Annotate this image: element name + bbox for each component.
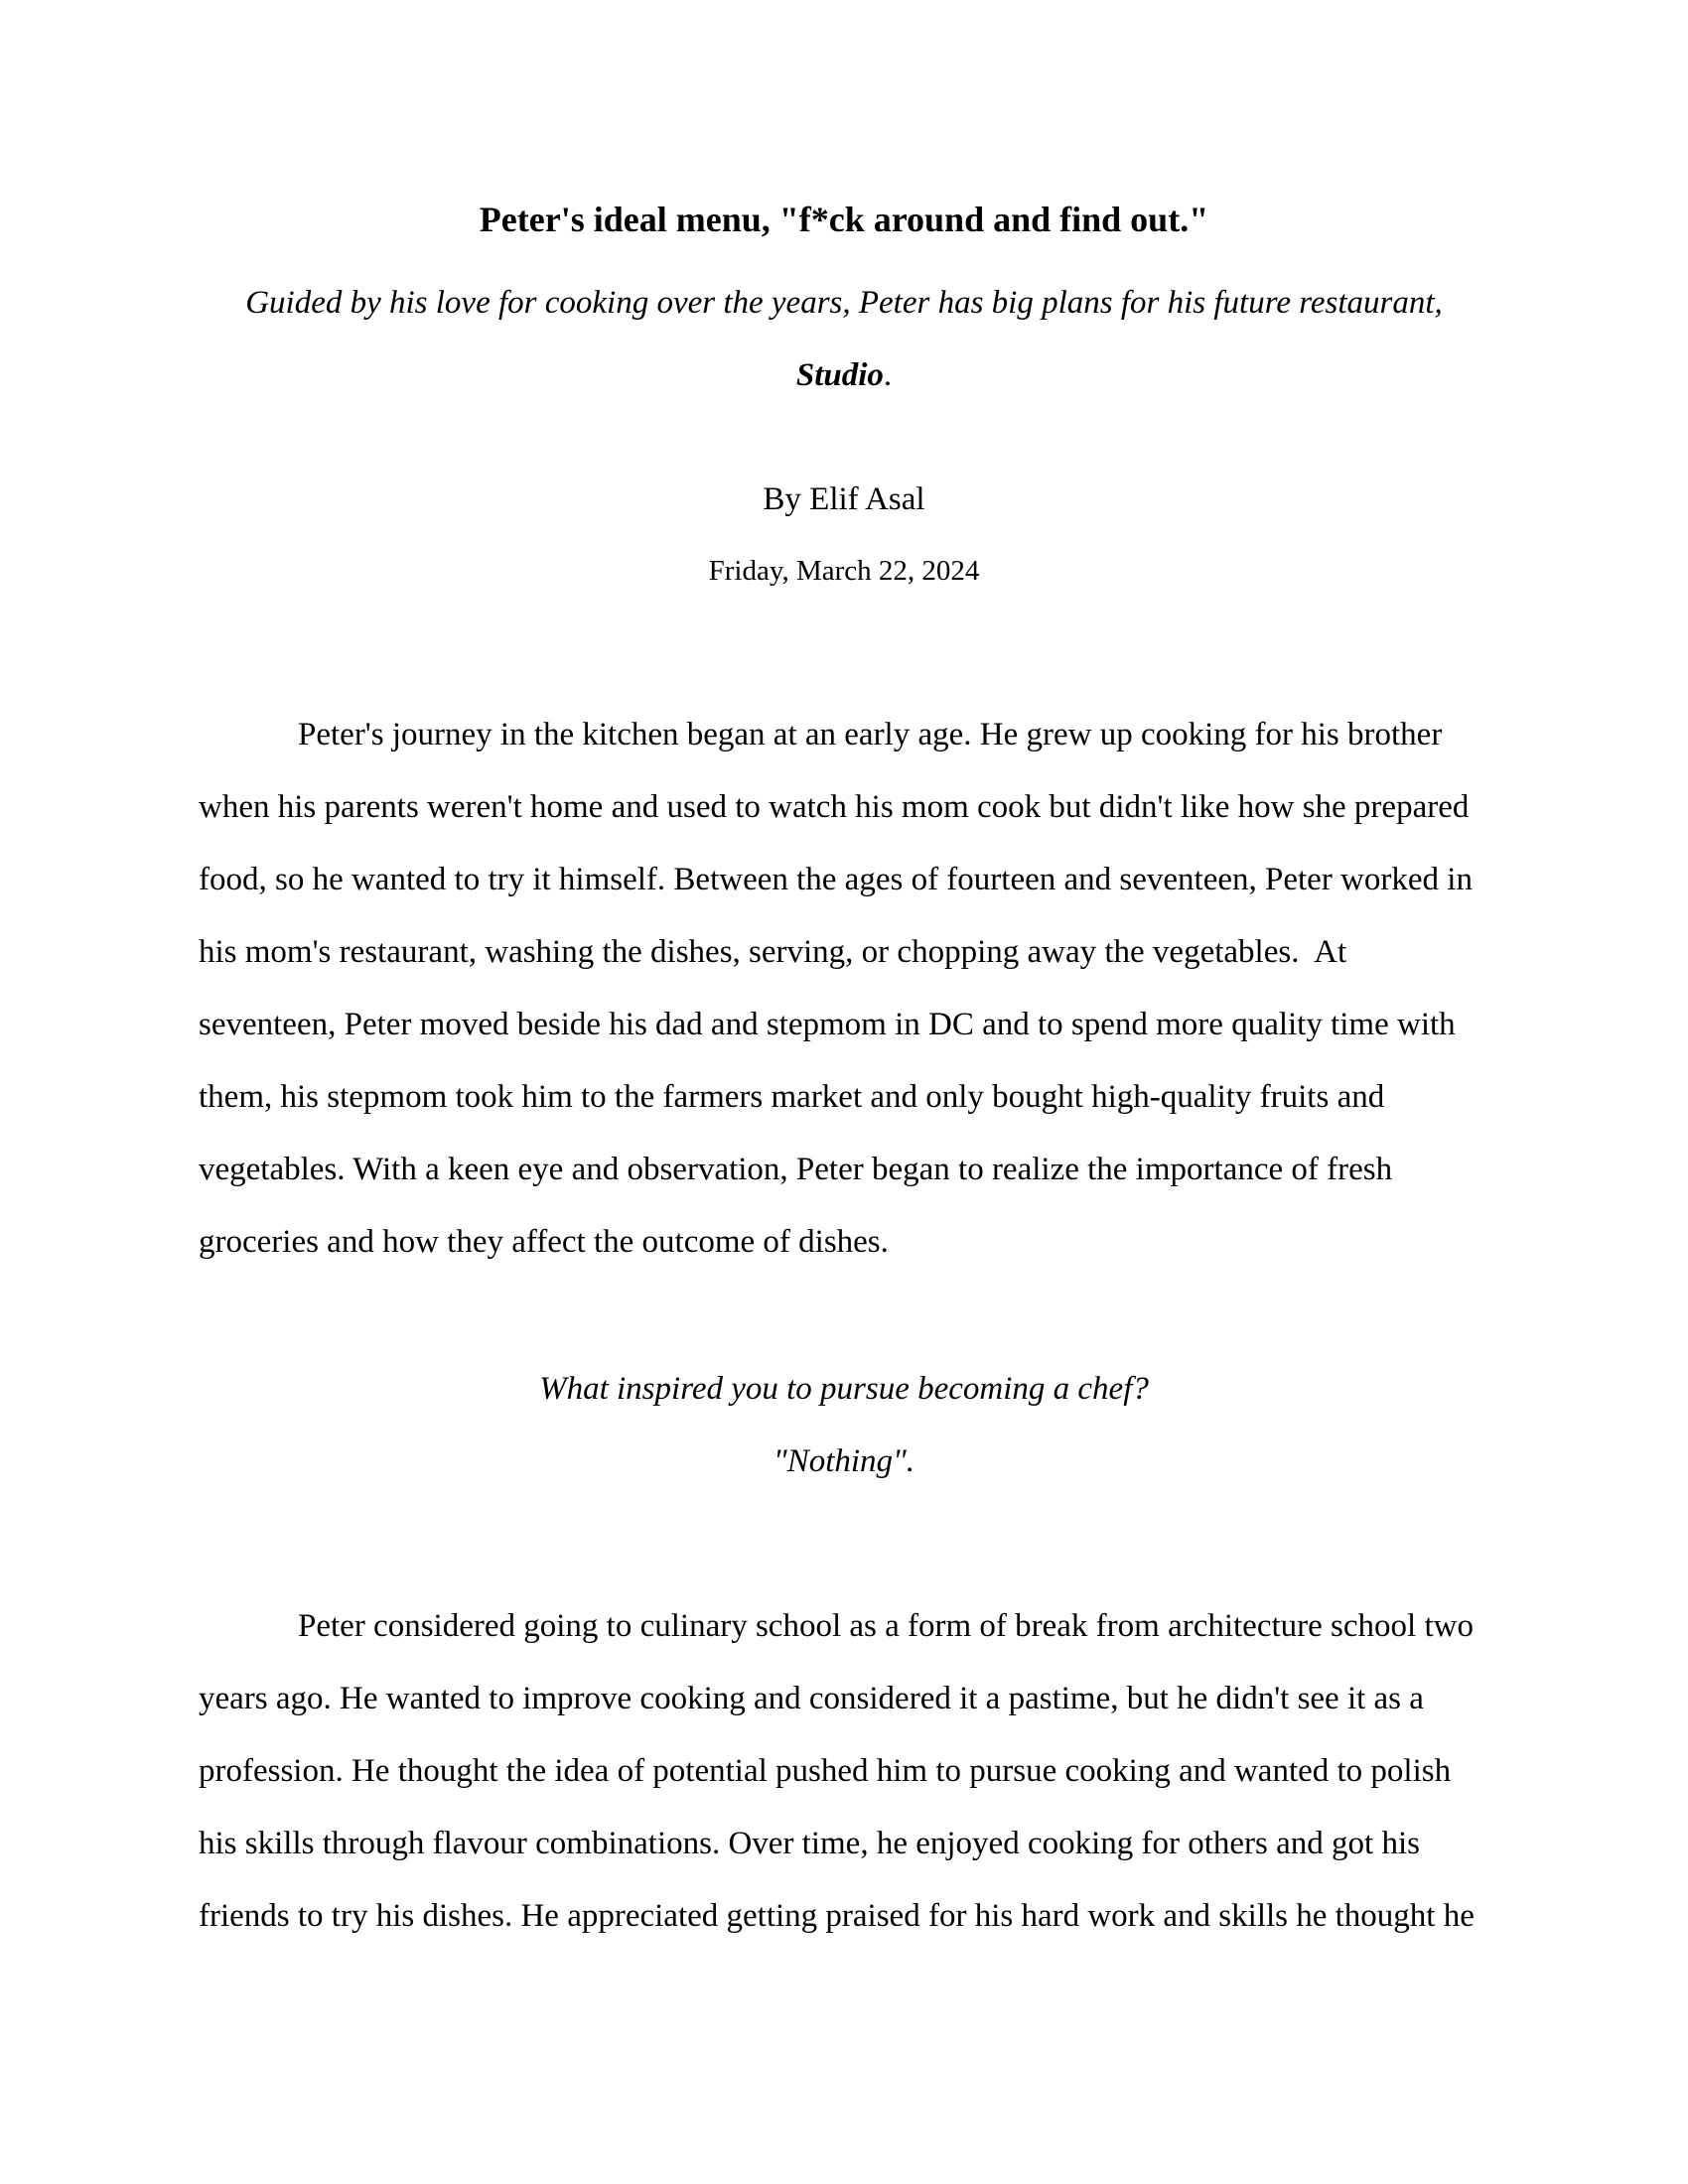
body-line: Peter considered going to culinary school as a form of break from architecture school two bbox=[298, 1608, 1474, 1644]
body-line: groceries and how they affect the outcome of dishes. bbox=[199, 1224, 889, 1260]
pull-quote bbox=[0, 1353, 1688, 1498]
restaurant-name-period: . bbox=[883, 357, 893, 393]
pull-quote-answer: "Nothing". bbox=[773, 1443, 915, 1479]
body-line: Peter's journey in the kitchen began at an early age. He grew up cooking for his brother bbox=[298, 717, 1443, 752]
paragraph-2 bbox=[199, 1590, 1509, 1953]
article-title: Peter's ideal menu, "f*ck around and find out." bbox=[479, 200, 1209, 239]
restaurant-name: Studio bbox=[795, 357, 884, 393]
author-byline: By Elif Asal bbox=[763, 481, 925, 517]
body-line: when his parents weren't home and used to watch his mom cook but didn't like how she prepared bbox=[199, 789, 1470, 825]
date-line: Friday, March 22, 2024 bbox=[708, 555, 980, 587]
restaurant-name-line bbox=[0, 357, 1688, 394]
body-line: his skills through flavour combinations. Over time, he enjoyed cooking for others and got his bbox=[199, 1826, 1420, 1861]
body-line: friends to try his dishes. He appreciated getting praised for his hard work and skills he thought he bbox=[199, 1898, 1475, 1934]
article-subtitle: Guided by his love for cooking over the years, Peter has big plans for his future restaurant, bbox=[245, 285, 1443, 321]
body-line: them, his stepmom took him to the farmers market and only bought high-quality fruits and bbox=[199, 1079, 1385, 1115]
pull-quote-question: What inspired you to pursue becoming a chef? bbox=[539, 1371, 1149, 1407]
body-line: vegetables. With a keen eye and observation, Peter began to realize the importance of fresh bbox=[199, 1152, 1393, 1187]
body-line: years ago. He wanted to improve cooking and considered it a pastime, but he didn't see it as a bbox=[199, 1681, 1424, 1716]
body-line: food, so he wanted to try it himself. Between the ages of fourteen and seventeen, Peter worked in bbox=[199, 862, 1473, 897]
paragraph-1 bbox=[199, 699, 1509, 1279]
body-line: profession. He thought the idea of potential pushed him to pursue cooking and wanted to polish bbox=[199, 1753, 1452, 1789]
body-line: his mom's restaurant, washing the dishes, serving, or chopping away the vegetables. At bbox=[199, 934, 1347, 970]
body-line: seventeen, Peter moved beside his dad and stepmom in DC and to spend more quality time with bbox=[199, 1007, 1456, 1042]
